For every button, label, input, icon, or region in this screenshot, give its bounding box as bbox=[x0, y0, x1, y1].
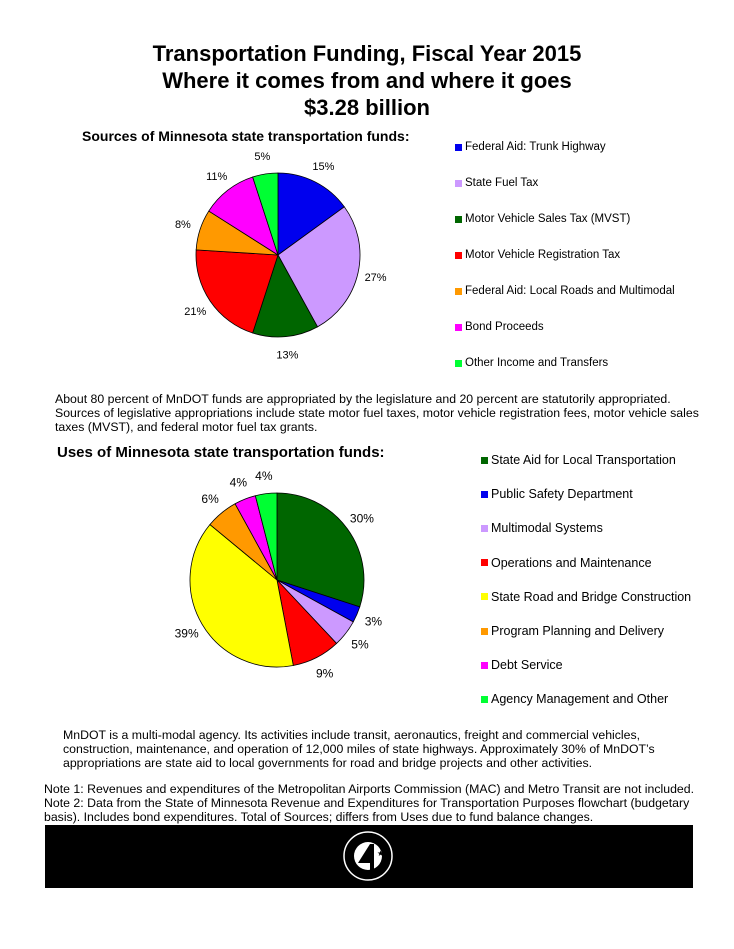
data-label: 15% bbox=[312, 160, 335, 173]
data-label: 4% bbox=[229, 475, 248, 490]
data-label: 27% bbox=[364, 271, 387, 284]
note-2: Note 2: Data from the State of Minnesota Revenue and Expenditures for Transportation Purposes flowchart (budgetary bbox=[44, 796, 690, 810]
legend-swatch bbox=[481, 457, 488, 464]
legend-item bbox=[455, 213, 630, 225]
legend-swatch bbox=[455, 288, 462, 295]
data-label: 6% bbox=[201, 492, 219, 507]
data-label: 9% bbox=[315, 666, 334, 681]
legend-label: State Fuel Tax bbox=[465, 177, 539, 189]
legend-item bbox=[481, 453, 676, 467]
legend-label: Program Planning and Delivery bbox=[491, 624, 665, 638]
uses-chart-title: Uses of Minnesota state transportation funds: bbox=[57, 444, 385, 461]
data-label: 4% bbox=[255, 468, 273, 483]
legend-item bbox=[481, 590, 691, 604]
legend-label: Motor Vehicle Sales Tax (MVST) bbox=[465, 213, 631, 225]
text-line: Sources of legislative appropriations include state motor fuel taxes, motor vehicle registration fees, motor vehicle sales bbox=[55, 406, 699, 420]
legend-swatch bbox=[481, 628, 488, 635]
legend-swatch bbox=[481, 696, 488, 703]
title-line1: Transportation Funding, Fiscal Year 2015 bbox=[152, 41, 582, 66]
legend-label: Agency Management and Other bbox=[491, 692, 669, 707]
svg-text:★: ★ bbox=[377, 849, 385, 858]
data-label: 13% bbox=[276, 349, 299, 362]
legend-item bbox=[455, 249, 620, 261]
legend-swatch bbox=[455, 216, 462, 223]
legend-label: Debt Service bbox=[491, 658, 563, 673]
legend-item bbox=[455, 141, 606, 153]
legend-item bbox=[481, 624, 664, 638]
legend-label: Bond Proceeds bbox=[465, 321, 544, 333]
title-line2: Where it comes from and where it goes bbox=[162, 68, 572, 93]
footer-bar bbox=[45, 825, 693, 888]
legend-item bbox=[481, 658, 563, 672]
data-label: 5% bbox=[351, 637, 369, 652]
data-label: 8% bbox=[174, 219, 191, 232]
legend-swatch bbox=[455, 360, 462, 367]
mndot-logo bbox=[45, 825, 693, 888]
legend-swatch bbox=[481, 491, 488, 498]
data-label: 3% bbox=[364, 614, 383, 629]
legend-label: State Road and Bridge Construction bbox=[491, 589, 692, 604]
text-line: construction, maintenance, and operation of 12,000 miles of state highways. Approximately 30% of MnDOT’s bbox=[63, 742, 655, 756]
legend-item bbox=[455, 177, 538, 189]
legend-swatch bbox=[481, 662, 488, 669]
legend-label: Federal Aid: Local Roads and Multimodal bbox=[465, 285, 675, 297]
legend-swatch bbox=[481, 525, 488, 532]
legend-label: Multimodal Systems bbox=[491, 521, 603, 536]
legend-swatch bbox=[481, 559, 488, 566]
legend-swatch bbox=[455, 324, 462, 331]
legend-swatch bbox=[481, 593, 488, 600]
sources-chart-title: Sources of Minnesota state transportation funds: bbox=[82, 128, 410, 144]
notes bbox=[44, 782, 694, 824]
legend-label: Public Safety Department bbox=[491, 487, 633, 502]
legend-swatch bbox=[455, 144, 462, 151]
note-1: Note 1: Revenues and expenditures of the Metropolitan Airports Commission (MAC) and Metro Transit are not included. bbox=[44, 782, 695, 796]
legend-label: Motor Vehicle Registration Tax bbox=[465, 249, 621, 261]
legend-item bbox=[481, 487, 633, 501]
legend-item bbox=[481, 556, 652, 570]
legend-item bbox=[455, 285, 675, 297]
data-label: 30% bbox=[349, 511, 374, 526]
legend-label: Other Income and Transfers bbox=[465, 357, 609, 369]
legend-item bbox=[455, 357, 608, 369]
data-label: 39% bbox=[174, 626, 199, 641]
text-line: taxes (MVST), and federal motor fuel tax grants. bbox=[55, 420, 318, 434]
legend-label: State Aid for Local Transportation bbox=[491, 453, 676, 467]
uses-paragraph bbox=[63, 728, 655, 770]
legend-item bbox=[455, 321, 544, 333]
data-label: 5% bbox=[254, 151, 271, 164]
legend-label: Operations and Maintenance bbox=[491, 555, 652, 570]
legend-swatch bbox=[455, 180, 462, 187]
title-line3: $3.28 billion bbox=[304, 95, 430, 120]
legend-swatch bbox=[455, 252, 462, 259]
data-label: 11% bbox=[206, 170, 228, 183]
text-line: appropriations are state aid to local governments for road and bridge projects and other activities. bbox=[63, 756, 593, 770]
legend-item bbox=[481, 521, 603, 535]
legend-item bbox=[481, 692, 668, 706]
legend-label: Federal Aid: Trunk Highway bbox=[465, 141, 606, 153]
text-line: About 80 percent of MnDOT funds are appropriated by the legislature and 20 percent are statutorily appropriated. bbox=[55, 392, 671, 406]
note-2-cont: basis). Includes bond expenditures. Total of Sources; differs from Uses due to fund balance changes. bbox=[44, 810, 594, 824]
text-line: MnDOT is a multi-modal agency. Its activities include transit, aeronautics, freight and commercial vehicles, bbox=[63, 728, 641, 742]
data-label: 21% bbox=[184, 306, 207, 319]
sources-paragraph bbox=[55, 392, 699, 434]
